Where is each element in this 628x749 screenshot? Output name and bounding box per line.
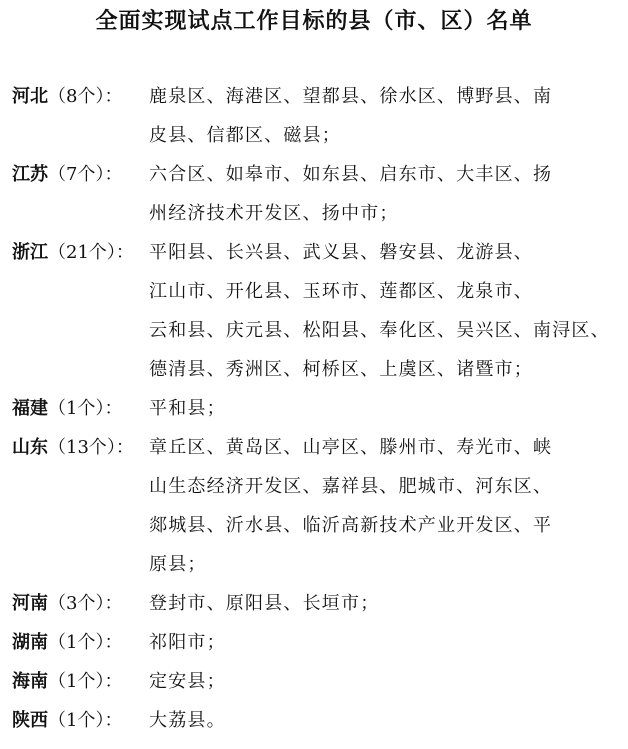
county-list: [149, 164, 619, 242]
province-label: [12, 710, 122, 732]
province-label: [12, 632, 122, 654]
province-label: [12, 164, 122, 186]
county-line: 定安县；: [149, 671, 226, 692]
county-line: 江山市、开化县、玉环市、莲都区、龙泉市、: [149, 281, 533, 302]
county-line: 云和县、庆元县、松阳县、奉化区、吴兴区、南浔区、: [149, 320, 610, 341]
county-list: [149, 242, 619, 398]
county-line: 大荔县。: [149, 710, 226, 731]
county-line: 州经济技术开发区、扬中市；: [149, 203, 399, 224]
province-name: 浙江: [12, 242, 48, 263]
province-name: 江苏: [12, 164, 48, 185]
county-line: 原县；: [149, 554, 207, 575]
province-count: （8个）：: [48, 86, 123, 107]
province-label: [12, 86, 122, 108]
county-line: 登封市、原阳县、长垣市；: [149, 593, 380, 614]
county-line: 章丘区、黄岛区、山亭区、滕州市、寿光市、峡: [149, 437, 553, 458]
province-count: （7个）：: [48, 164, 123, 185]
province-label: [12, 437, 134, 459]
county-list: [149, 86, 619, 164]
province-count: （3个）：: [48, 593, 123, 614]
province-label: [12, 242, 134, 264]
province-name: 陕西: [12, 710, 48, 731]
county-list: [149, 398, 619, 437]
county-line: 德清县、秀洲区、柯桥区、上虞区、诸暨市；: [149, 359, 533, 380]
county-line: 六合区、如皋市、如东县、启东市、大丰区、扬: [149, 164, 553, 185]
county-list: [149, 710, 619, 749]
province-count: （21个）：: [48, 242, 134, 263]
county-line: 平阳县、长兴县、武义县、磐安县、龙游县、: [149, 242, 533, 263]
county-list: [149, 437, 619, 593]
county-line: 祁阳市；: [149, 632, 226, 653]
county-line: 鹿泉区、海港区、望都县、徐水区、博野县、南: [149, 86, 553, 107]
province-count: （1个）：: [48, 632, 123, 653]
province-name: 海南: [12, 671, 48, 692]
province-name: 山东: [12, 437, 48, 458]
province-name: 河北: [12, 86, 48, 107]
province-name: 河南: [12, 593, 48, 614]
county-line: 郯城县、沂水县、临沂高新技术产业开发区、平: [149, 515, 553, 536]
county-list: [149, 632, 619, 671]
province-count: （1个）：: [48, 671, 123, 692]
county-line: 皮县、信都区、磁县；: [149, 125, 341, 146]
county-line: 平和县；: [149, 398, 226, 419]
page-title: 全面实现试点工作目标的县（市、区）名单: [95, 9, 533, 34]
province-label: [12, 671, 122, 693]
county-list: [149, 593, 619, 632]
province-name: 福建: [12, 398, 48, 419]
province-label: [12, 593, 122, 615]
province-count: （1个）：: [48, 710, 123, 731]
province-label: [12, 398, 122, 420]
province-count: （13个）：: [48, 437, 134, 458]
county-line: 山生态经济开发区、嘉祥县、肥城市、河东区、: [149, 476, 553, 497]
province-name: 湖南: [12, 632, 48, 653]
county-list: [149, 671, 619, 710]
province-count: （1个）：: [48, 398, 123, 419]
